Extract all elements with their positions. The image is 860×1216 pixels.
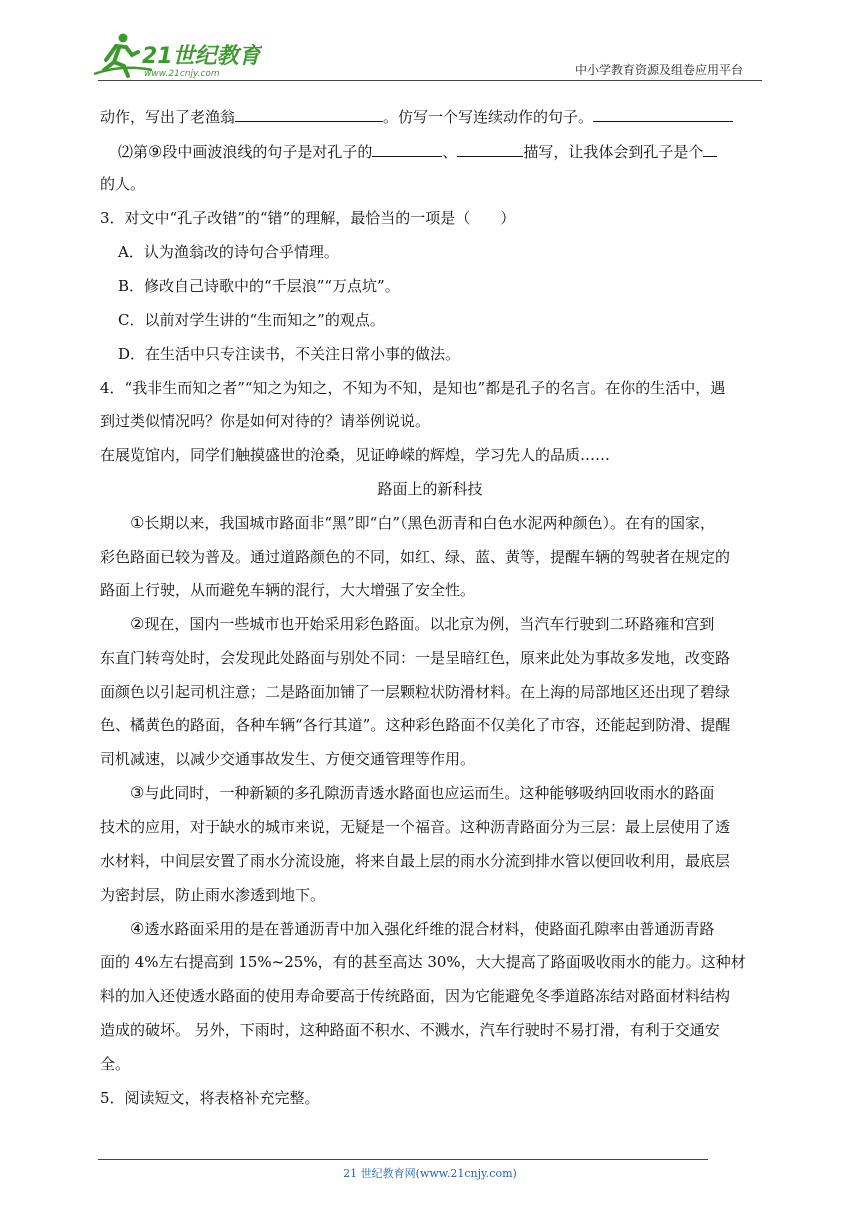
question-4-line-2: 到过类似情况吗？你是如何对待的？请举例说说。: [100, 412, 431, 430]
svg-text:21世纪教育: 21世纪教育: [142, 44, 261, 69]
paragraph-4-line: 面的 4%左右提高到 15%~25%，有的甚至高达 30%，大大提高了路面吸收雨水的能力。这种材: [100, 953, 746, 971]
header-divider: [98, 80, 762, 81]
paragraph-4-line: 料的加入还使透水路面的使用寿命要高于传统路面，因为它能避免冬季道路冻结对路面材料结构: [100, 987, 731, 1005]
question-4-line-1: 4．“我非生而知之者”“知之为知之，不知为不知，是知也”都是孔子的名言。在你的生活中，遇: [100, 379, 726, 397]
paragraph-2-line: 面颜色以引起司机注意；二是路面加铺了一层颗粒状防滑材料。在上海的局部地区还出现了碧绿: [100, 683, 731, 701]
answer-blank[interactable]: [593, 105, 733, 122]
paragraph-2-line: 东直门转弯处时，会发现此处路面与别处不同：一是呈暗红色，原来此处为事故多发地，改变路: [100, 649, 731, 667]
paragraph-1-line: ①长期以来，我国城市路面非“黑”即“白”（黑色沥青和白色水泥两种颜色）。在有的国家，: [130, 513, 716, 532]
header-platform-text: 中小学教育资源及组卷应用平台: [575, 63, 744, 77]
passage-intro: 在展览馆内，同学们触摸盛世的沧桑，见证峥嵘的辉煌，学习先人的品质……: [100, 446, 611, 464]
paragraph-1-line: 彩色路面已较为普及。通过道路颜色的不同，如红、绿、蓝、黄等，提醒车辆的驾驶者在规定的: [100, 548, 731, 566]
paragraph-3-line: 水材料，中间层安置了雨水分流设施，将来自最上层的雨水分流到排水管以便回收利用，最底层: [100, 852, 731, 870]
answer-blank[interactable]: [372, 140, 442, 157]
answer-blank[interactable]: [235, 105, 383, 122]
paragraph-4-line: 造成的破坏。 另外，下雨时，这种路面不积水、不溅水，汽车行驶时不易打滑，有利于交通安: [100, 1021, 720, 1039]
answer-blank[interactable]: [703, 140, 717, 157]
question-3: 3．对文中“孔子改错”的“错”的理解，最恰当的一项是（ ）: [100, 209, 516, 227]
question-2-2-line: ⑵第⑨段中画波浪线的句子是对孔子的 、 描写，让我体会到孔子是个: [118, 140, 717, 162]
option-a: A．认为渔翁改的诗句合乎情理。: [118, 243, 339, 261]
question-2-1-line: 动作，写出了老渔翁 。仿写一个写连续动作的句子。: [100, 105, 733, 127]
option-d: D．在生活中只专注读书，不关注日常小事的做法。: [118, 345, 461, 363]
paragraph-2-line: 色、橘黄色的路面，各种车辆“各行其道”。这种彩色路面不仅美化了市容，还能起到防滑、提醒: [100, 716, 731, 734]
paragraph-3-line: 技术的应用，对于缺水的城市来说，无疑是一个福音。这种沥青路面分为三层：最上层使用了透: [100, 818, 731, 836]
question-2-2-end: 的人。: [100, 175, 146, 193]
footer-link[interactable]: 21 世纪教育网(www.21cnjy.com): [343, 1167, 517, 1180]
option-c: C．以前对学生讲的“生而知之”的观点。: [118, 311, 385, 329]
article-title: 路面上的新科技: [377, 480, 483, 498]
site-logo: [92, 30, 262, 82]
paragraph-4-line: 全。: [100, 1055, 131, 1073]
paragraph-3-line: ③与此同时，一种新颖的多孔隙沥青透水路面也应运而生。这种能够吸纳回收雨水的路面: [130, 783, 715, 802]
question-5: 5．阅读短文，将表格补充完整。: [100, 1089, 320, 1107]
footer-divider: [98, 1159, 708, 1160]
paragraph-3-line: 为密封层，防止雨水渗透到地下。: [100, 886, 326, 904]
paragraph-4-line: ④透水路面采用的是在普通沥青中加入强化纤维的混合材料，使路面孔隙率由普通沥青路: [130, 919, 715, 938]
answer-blank[interactable]: [457, 140, 523, 157]
paragraph-2-line: ②现在，国内一些城市也开始采用彩色路面。以北京为例，当汽车行驶到二环路雍和宫到: [130, 614, 715, 633]
option-b: B．修改自己诗歌中的“千层浪”“万点坑”。: [118, 277, 400, 295]
paragraph-2-line: 司机减速，以减少交通事故发生、方便交通管理等作用。: [100, 750, 476, 768]
paragraph-1-line: 路面上行驶，从而避免车辆的混行，大大增强了安全性。: [100, 581, 476, 599]
svg-text:www.21cnjy.com: www.21cnjy.com: [144, 69, 220, 79]
